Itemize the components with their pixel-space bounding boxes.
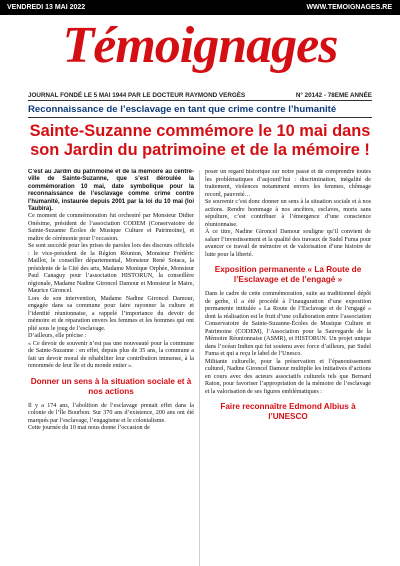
website-link[interactable]: WWW.TEMOIGNAGES.RE xyxy=(306,4,392,11)
article-headline: Sainte-Suzanne commémore le 10 mai dans son Jardin du patrimoine et de la mémoire ! xyxy=(29,122,371,159)
section-heading: Donner un sens à la situation sociale et à nos actions xyxy=(30,376,192,396)
article-lead: C’est au Jardin du patrimoine et de la mémoire au centre-ville de Sainte-Suzanne, que s’est déroulée la commémoration 10 mai, date symbolique pour la reconnaissance de l’esclavage comme crime contre l’humanité, instaurée depuis 2001 par la loi du 10 mai (loi Taubira). xyxy=(28,169,194,213)
section-heading: Exposition permanente « La Route de l’Esclavage et de l’engagé » xyxy=(214,265,362,284)
paragraph: « Ce devoir de souvenir n’est pas une nouveauté pour la commune de Sainte-Suzanne : en effet, depuis plus de 35 ans, la commune a fait un devoir moral de réhabiliter leur contribution immense, à la renommée de leur île et du monde entier ». xyxy=(28,340,194,370)
paragraph: Dans le cadre de cette commémoration, suite au traditionnel dépôt de gerbe, il a été procédé à l’inauguration d’une exposition permanente intitulée « La Route de l’Esclavage et de l’engagé » dont la réalisation est le fruit d’une collaboration entre l’association Conservatoire de Sainte-Suzanne-Écoles de Musique Culture et Patrimoine (CODEM), l’Association pour la Sauvegarde de la Mémoire Réunionnaise (ASMR), et HISTORUN. Un projet unique dans l’océan Indien qui fut soutenu avec force d’ailleurs, par Sudel Fuma et qui a reçu le label de l’Unesco. xyxy=(205,291,371,357)
paragraph: Se sont succédé pour les prises de paroles lors des discours officiels : le vice-président de la Région Réunion, Monsieur Frédéric Maillot, le conseiller départemental, Monsieur René Sotaca, la présidente de la Cité des arts, Madame Monique Orphée, Monsieur Paul Canaguy pour l’association HISTORUN, la conseillère régionale, Madame Nadine Gironcel Damour et Monsieur le Maire, Maurice Gironcel. xyxy=(28,243,194,295)
divider xyxy=(28,117,372,118)
paragraph: Cette journée du 10 mai nous donne l’occasion de xyxy=(28,425,150,432)
section-heading: Faire reconnaître Edmond Albius à l’UNESCO xyxy=(220,402,356,421)
article-kicker: Reconnaissance de l’esclavage en tant que crime contre l’humanité xyxy=(28,104,337,115)
founded-line: JOURNAL FONDÉ LE 5 MAI 1944 PAR LE DOCTEUR RAYMOND VERGÈS xyxy=(28,92,246,99)
article-column-left xyxy=(28,169,194,566)
paragraph: Ce moment de commémoration fut orchestré par Monsieur Didier Onésime, président de l’association CODEM (Conservatoire de Sainte-Suzanne Écoles de Musique Culture et Patrimoine), et maître de cérémonie pour l’occasion. xyxy=(28,213,194,242)
paragraph: Se souvenir c’est donc donner un sens à la situation sociale et à nos actions. Rendre hommage à nos ancêtres, esclaves, morts sans sépulture, c’est contribuer à l’émergence d’une conscience réunionnaise. xyxy=(205,199,371,228)
paragraph: Il y a 174 ans, l’abolition de l’esclavage prenait effet dans la colonie de l’Île Bourbon. Sur 370 ans d’existence, 200 ans ont été marqués par l’esclavage, l’engagisme et le colonialisme. xyxy=(28,402,194,424)
issue-date: VENDREDI 13 MAI 2022 xyxy=(7,4,86,11)
article-column-right xyxy=(205,169,371,566)
paragraph: À ce titre, Nadine Gironcel Damour souligne qu’il convient de saluer l’investissement et la qualité des travaux de Sudel Fuma pour avancer ce travail de mémoire et de valorisation d’une histoire de lutte pour la liberté. xyxy=(205,229,371,258)
paragraph: Lors de son intervention, Madame Nadine Gironcel Damour, engagée dans sa commune pour faire rayonner la culture et l’identité réunionnaise, a rappelé l’importance du devoir de mémoire et de réparation envers les femmes et les hommes qui ont plié sous le joug de l’esclavage. xyxy=(28,295,194,332)
paragraph: D’ailleurs, elle précise : xyxy=(28,333,87,340)
paragraph: Militante culturelle, pour la préservation et l’épanouissement culturel, Nadine Gironcel Damour multiplie les initiatives d’actions en cours avec des acteurs associatifs culturels tels que Bernard Raton, pour favoriser l’appropriation de la mémoire de l’esclavage et la valorisation de ses figures emblématiques : xyxy=(205,358,371,395)
paragraph: poser un regard historique sur notre passé et de comprendre toutes les problématiques d’aujourd’hui : discrimination, inégalité de traitement, violences notamment envers les femmes, chômage record, pauvreté… xyxy=(205,169,371,198)
divider xyxy=(28,100,372,101)
issue-number: N° 20142 - 78EME ANNÉE xyxy=(295,92,372,99)
column-divider xyxy=(199,170,200,566)
newspaper-title: Témoignages xyxy=(62,17,338,74)
top-bar xyxy=(0,0,400,15)
